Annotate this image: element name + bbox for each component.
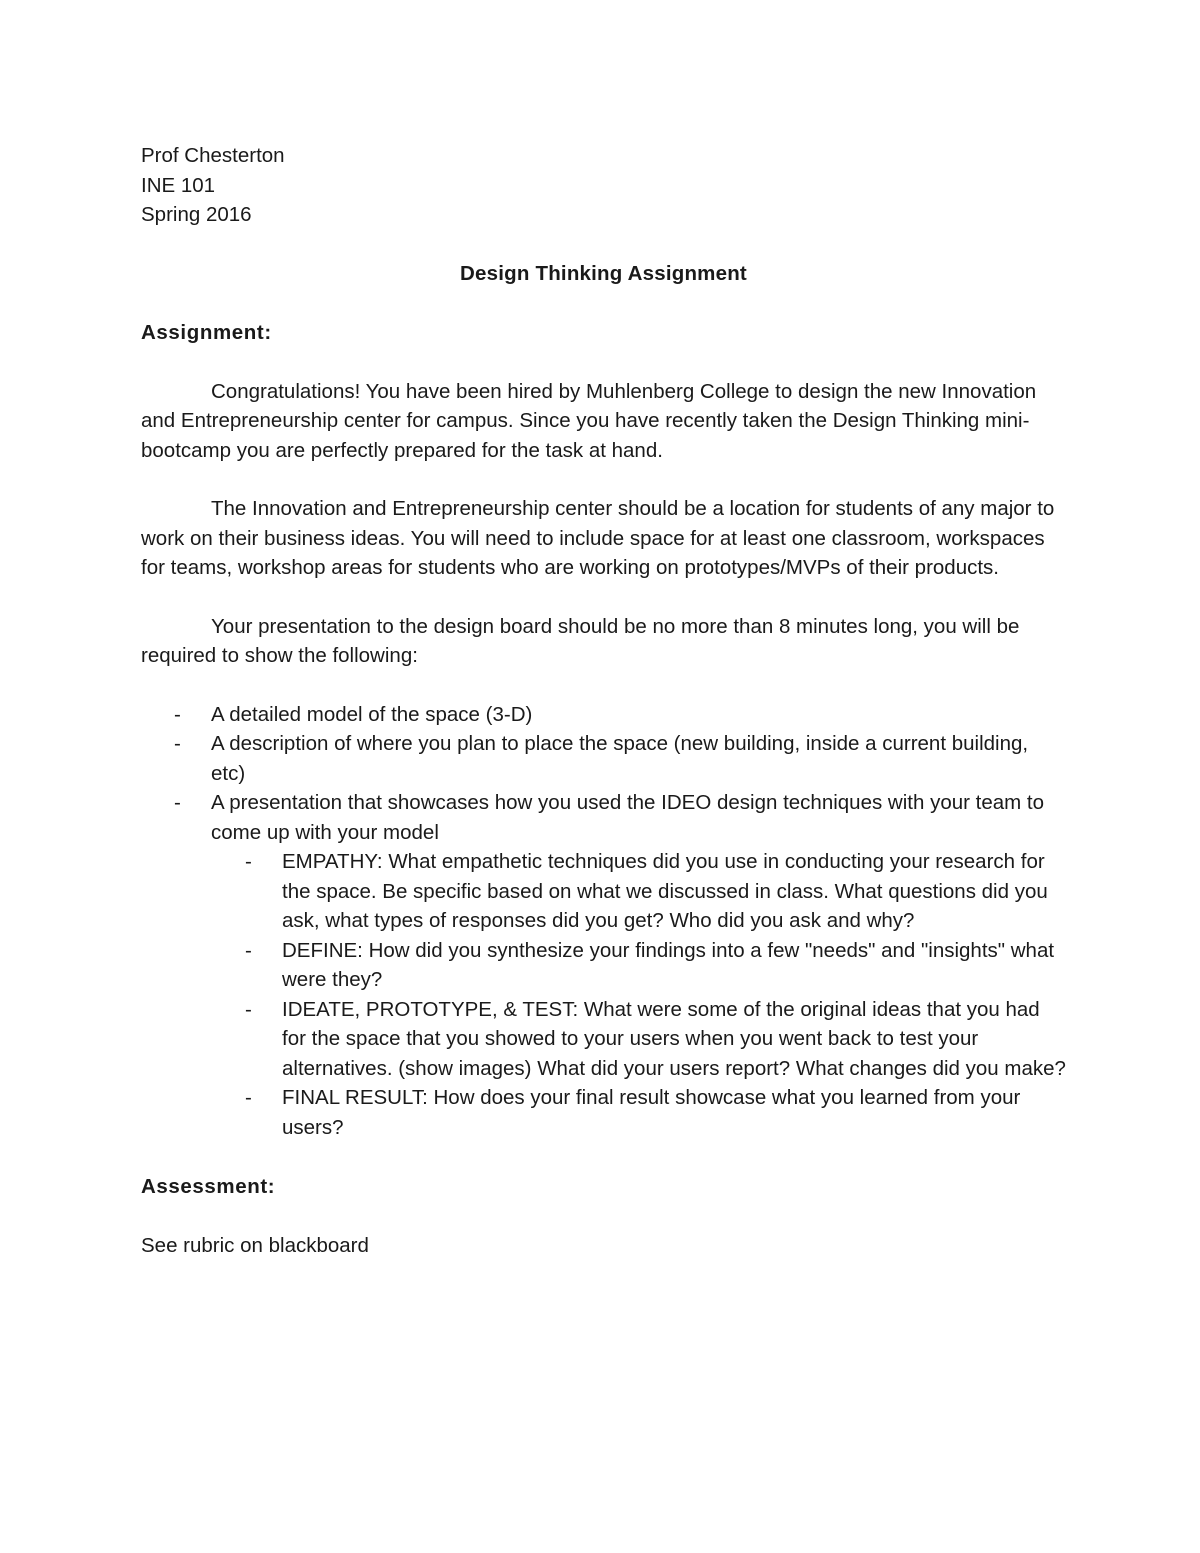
assignment-paragraph-presentation: Your presentation to the design board should be no more than 8 minutes long, you will be required to show the following: (141, 614, 1020, 667)
list-dash: - (174, 732, 181, 755)
list-dash: - (245, 938, 252, 962)
term: Spring 2016 (141, 203, 252, 226)
professor-name: Prof Chesterton (141, 144, 285, 167)
assignment-heading: Assignment: (141, 321, 272, 344)
course-code: INE 101 (141, 173, 216, 197)
list-dash: - (174, 791, 181, 814)
requirements-list (141, 700, 1066, 1143)
list-item (211, 847, 1066, 936)
sub-requirement-text: EMPATHY: What empathetic techniques did you use in conducting your research for the space. Be specific based on what we discussed in class. What questions did you ask, what types of responses did you get? Who did you ask and why? (282, 850, 1048, 932)
list-dash: - (245, 850, 252, 873)
list-dash: - (245, 1086, 252, 1109)
requirement-text: A presentation that showcases how you used the IDEO design techniques with your team to come up with your model (211, 791, 1045, 844)
assignment-paragraph-intro: Congratulations! You have been hired by Muhlenberg College to design the new Innovation and Entrepreneurship center for campus. Since you have recently taken the Design Thinking mini-bootcamp you are perfectly prepared for the task at hand. (141, 379, 1037, 462)
assignment-paragraph-center: The Innovation and Entrepreneurship center should be a location for students of any major to work on their business ideas. You will need to include space for at least one classroom, workspaces for teams, workshop areas for students who are working on prototypes/MVPs of their products. (141, 497, 1055, 579)
document-title: Design Thinking Assignment (460, 261, 747, 285)
assessment-heading: Assessment: (141, 1175, 276, 1198)
list-item (211, 995, 1066, 1084)
list-item (141, 700, 1066, 730)
document-content (141, 141, 1066, 1260)
list-dash: - (245, 997, 252, 1021)
list-item (141, 788, 1066, 1142)
sub-requirement-text: FINAL RESULT: How does your final result showcase what you learned from your users? (282, 1086, 1021, 1139)
list-item (141, 729, 1066, 788)
sub-requirements-list (211, 847, 1066, 1142)
sub-requirement-text: DEFINE: How did you synthesize your findings into a few "needs" and "insights" what were they? (282, 938, 1055, 991)
list-item (211, 936, 1066, 995)
list-dash: - (174, 702, 181, 726)
requirement-text: A detailed model of the space (3-D) (211, 702, 533, 726)
requirement-text: A description of where you plan to place the space (new building, inside a current building, etc) (211, 732, 1029, 785)
assessment-text: See rubric on blackboard (141, 1233, 369, 1257)
list-item (211, 1083, 1066, 1142)
sub-requirement-text: IDEATE, PROTOTYPE, & TEST: What were some of the original ideas that you had for the space that you showed to your users when you went back to test your alternatives. (show images) What did your users report? What changes did you make? (282, 997, 1066, 1080)
